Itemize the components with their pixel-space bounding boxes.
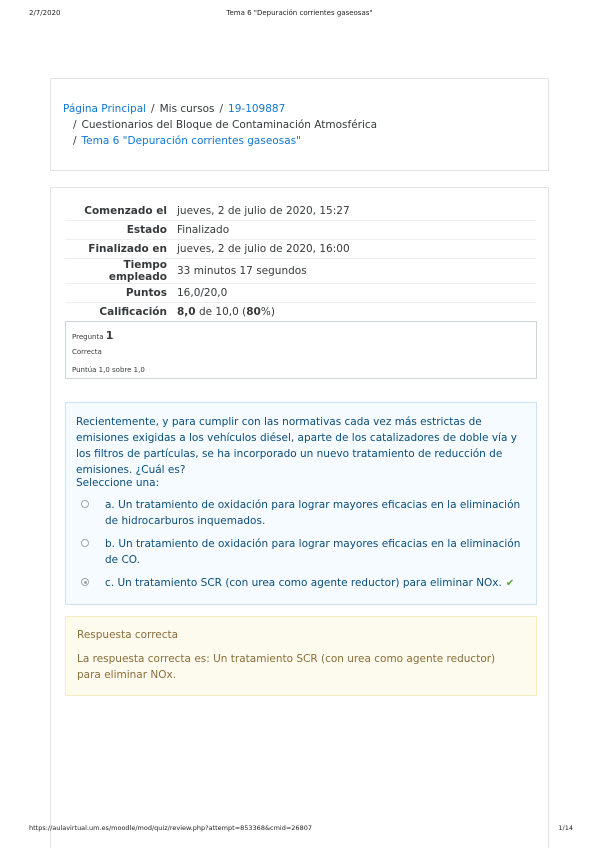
quiz-review-card (50, 187, 549, 848)
print-page-title: Tema 6 "Depuración corrientes gaseosas" (226, 9, 373, 17)
summary-row (65, 259, 536, 284)
summary-label: Estado (65, 221, 175, 240)
feedback-box (65, 616, 537, 696)
breadcrumb-section[interactable]: Cuestionarios del Bloque de Contaminación Atmosférica (81, 119, 378, 131)
grade-paren-open: ( (242, 306, 247, 318)
summary-value: jueves, 2 de julio de 2020, 15:27 (177, 205, 350, 217)
summary-row (65, 221, 536, 240)
breadcrumb-separator: / (151, 103, 155, 115)
breadcrumb-my-courses[interactable]: Mis cursos (159, 103, 215, 115)
answer-option-label: c. Un tratamiento SCR (con urea como agente reductor) para eliminar NOx. (105, 577, 502, 589)
radio-button[interactable] (81, 539, 89, 547)
summary-row (65, 284, 536, 303)
breadcrumb (63, 101, 377, 149)
breadcrumb-home-link[interactable]: Página Principal (63, 103, 147, 115)
breadcrumb-course-link[interactable]: 19-109887 (228, 103, 286, 115)
summary-label: Calificación (65, 303, 175, 322)
summary-row (65, 240, 536, 259)
grade-score: 8,0 (177, 306, 196, 318)
print-url: https://aulavirtual.um.es/moodle/mod/quiz/review.php?attempt=853368&cmid=26807 (29, 824, 312, 832)
answer-option-a[interactable] (81, 497, 521, 529)
summary-label: Puntos (65, 284, 175, 303)
summary-value: Finalizado (175, 221, 536, 240)
answer-option-label: b. Un tratamiento de oxidación para lograr mayores eficacias en la eliminación de CO. (105, 538, 521, 566)
radio-button-selected[interactable] (81, 578, 89, 586)
answer-option-c[interactable] (81, 575, 521, 592)
print-date: 2/7/2020 (29, 9, 61, 17)
question-content (65, 402, 537, 605)
question-label: Pregunta (72, 333, 104, 341)
answer-option-label-wrap (81, 575, 521, 592)
breadcrumb-separator: / (73, 135, 77, 147)
grade-of: de 10,0 (198, 306, 239, 318)
correct-answer-text: La respuesta correcta es: Un tratamiento SCR (con urea como agente reductor) para eliminar NOx. (77, 653, 496, 681)
summary-label: Comenzado el (84, 205, 167, 217)
summary-label: Finalizado en (65, 240, 175, 259)
grade-value (175, 303, 536, 322)
breadcrumb-card (50, 78, 549, 171)
grade-paren-close: %) (260, 306, 275, 318)
summary-value: 16,0/20,0 (175, 284, 536, 303)
summary-value: 33 minutos 17 segundos (175, 259, 536, 284)
breadcrumb-separator: / (219, 103, 224, 115)
answer-prompt: Seleccione una: (76, 477, 160, 489)
feedback-status: Respuesta correcta (77, 629, 179, 641)
check-icon: ✔ (505, 578, 515, 589)
breadcrumb-quiz-link[interactable]: Tema 6 "Depuración corrientes gaseosas" (81, 135, 301, 147)
summary-label: Tiempo empleado (65, 259, 175, 284)
answer-option-label: a. Un tratamiento de oxidación para lograr mayores eficacias en la eliminación de hidrocarburos inquemados. (105, 499, 521, 527)
attempt-summary-table (65, 202, 536, 321)
question-grade: Puntúa 1,0 sobre 1,0 (72, 366, 145, 374)
question-state: Correcta (72, 348, 102, 356)
summary-value: jueves, 2 de julio de 2020, 16:00 (175, 240, 536, 259)
question-info-box (65, 321, 537, 379)
print-page-number: 1/14 (558, 824, 573, 832)
question-number-value: 1 (105, 329, 114, 342)
radio-button[interactable] (81, 500, 89, 508)
question-stem: Recientemente, y para cumplir con las normativas cada vez más estrictas de emisiones exigidas a los vehículos diésel, aparte de los catalizadores de doble vía y los filtros de partículas, se ha incorporado un nuevo tratamiento de reducción de emisiones. ¿Cuál es? (76, 416, 517, 476)
summary-row (65, 202, 536, 221)
summary-row-grade (65, 303, 536, 322)
answer-option-b[interactable] (81, 536, 521, 568)
grade-percent: 80 (246, 306, 261, 318)
question-number (72, 329, 113, 342)
breadcrumb-separator: / (73, 119, 77, 131)
